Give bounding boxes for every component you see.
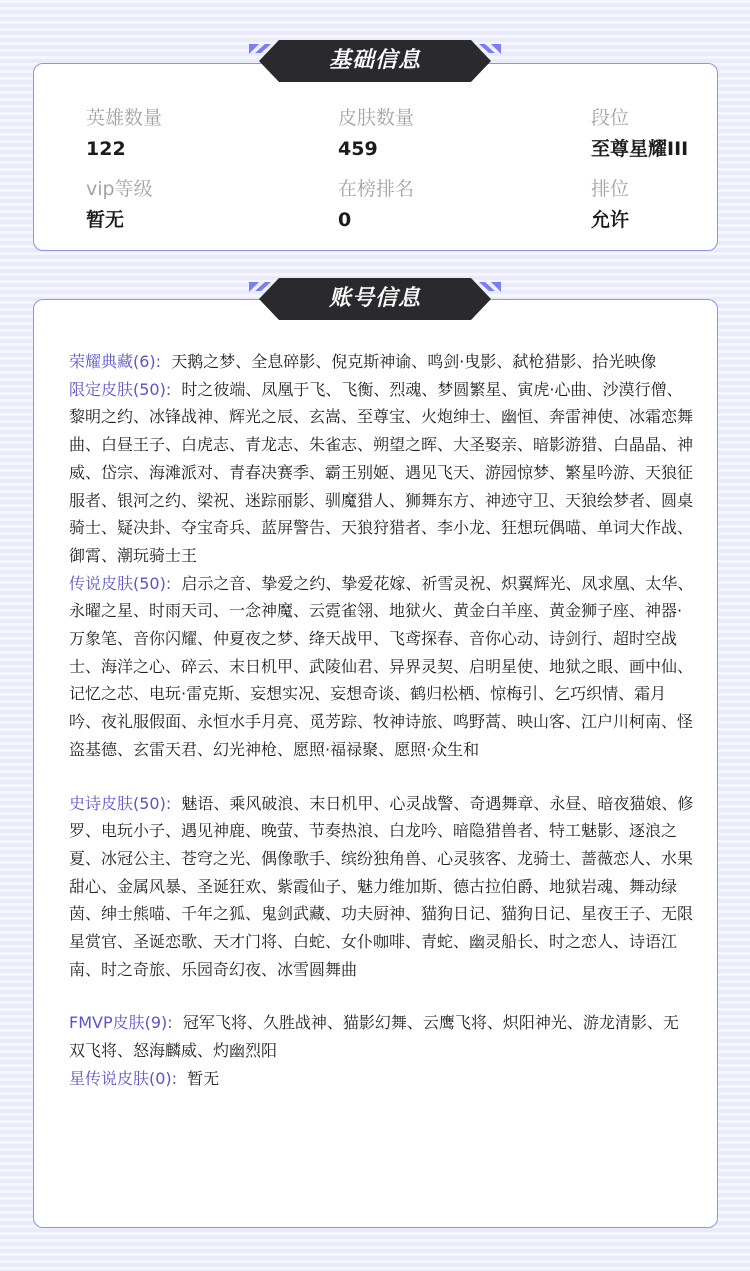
skin-list [69,348,694,1093]
skin-names: 时之彼端、凤凰于飞、飞衡、烈魂、梦圆繁星、寅虎·心曲、沙漠行僧、黎明之约、冰锋战神、辉光之辰、玄嵩、至尊宝、火炮绅士、幽恒、奔雷神使、冰霜恋舞曲、白昼王子、白虎志、青龙志、朱雀志、朔望之晖、大圣娶亲、暗影游猎、白晶晶、神威、岱宗、海滩派对、青春决赛季、霸王别姬、遇见飞天、游园惊梦、繁星吟游、天狼征服者、银河之约、梁祝、迷踪丽影、驯魔猎人、狮舞东方、神迹守卫、天狼绘梦者、圆桌骑士、疑决卦、夺宝奇兵、蓝屏警告、天狼狩猎者、李小龙、狂想玩偶喵、单词大作战、御霄、潮玩骑士王 [69,379,694,565]
stat-label: 皮肤数量 [338,107,415,129]
stat-label: vip等级 [86,178,153,200]
skin-category-label: 传说皮肤(50): [69,573,172,593]
stat-label: 在榜排名 [338,178,415,200]
stat-label: 段位 [591,107,630,129]
skin-row-collection [69,348,694,376]
skin-row-star-legend [69,1065,694,1093]
stat-rank-tier [591,106,688,161]
skin-row-limited [69,376,694,570]
stat-value: 至尊星耀III [591,138,689,160]
stat-label: 英雄数量 [86,107,163,129]
stat-value: 暂无 [86,209,125,231]
section-title: 账号信息 [328,286,421,311]
account-info-card [33,299,718,1228]
skin-row-fmvp [69,1009,694,1064]
stat-label: 排位 [591,178,630,200]
skin-category-label: 限定皮肤(50): [69,379,172,399]
stat-value: 122 [86,138,126,160]
stat-skin-count [338,106,414,161]
section-title: 基础信息 [328,48,421,73]
stat-value: 459 [338,138,378,160]
skin-row-epic [69,790,694,984]
skin-names: 冠军飞将、久胜战神、猫影幻舞、云鹰飞将、炽阳神光、游龙清影、无双飞将、怒海麟威、灼幽烈阳 [69,1013,679,1061]
skin-names: 魅语、乘风破浪、末日机甲、心灵战警、奇遇舞章、永昼、暗夜猫娘、修罗、电玩小子、遇见神鹿、晚萤、节奏热浪、白龙吟、暗隐猎兽者、特工魅影、逐浪之夏、冰冠公主、苍穹之光、偶像歌手、缤纷独角兽、心灵骇客、龙骑士、蔷薇恋人、水果甜心、金属风暴、圣诞狂欢、紫霞仙子、魅力维加斯、德古拉伯爵、地狱岩魂、舞动绿茵、绅士熊喵、千年之狐、鬼剑武藏、功夫厨神、猫狗日记、猫狗日记、星夜王子、无限星赏官、圣诞恋歌、天才门将、白蛇、女仆咖啡、青蛇、幽灵船长、时之恋人、诗语江南、时之奇旅、乐园奇幻夜、冰雪圆舞曲 [69,793,694,979]
skin-names: 天鹅之梦、全息碎影、倪克斯神谕、鸣剑·曳影、弑枪猎影、拾光映像 [171,352,657,371]
skin-names: 暂无 [187,1068,220,1088]
account-info-header [245,276,505,322]
skin-category-label: 史诗皮肤(50): [69,793,172,813]
skin-row-legendary [69,570,694,764]
skin-category-label: 荣耀典藏(6): [69,352,162,371]
basic-info-header [245,38,505,84]
stat-vip-level [86,177,153,232]
row-spacer [69,983,694,1009]
stat-leaderboard-rank [338,177,414,232]
stat-value: 允许 [591,209,630,231]
skin-category-label: FMVP皮肤(9): [69,1013,173,1033]
stat-ranked-mode [591,177,629,232]
stat-value: 0 [338,209,352,231]
basic-info-card [33,63,718,251]
skin-category-label: 星传说皮肤(0): [69,1068,178,1088]
stat-hero-count [86,106,162,161]
skin-names: 启示之音、挚爱之约、挚爱花嫁、祈雪灵祝、炽翼辉光、凤求凰、太华、永曜之星、时雨天司、一念神魔、云霓雀翎、地狱火、黄金白羊座、黄金狮子座、神器·万象笔、音你闪耀、仲夏夜之梦、绛天战甲、飞鸢探春、音你心动、诗剑行、超时空战士、海洋之心、碎云、末日机甲、武陵仙君、异界灵契、启明星使、地狱之眼、画中仙、记忆之芯、电玩·雷克斯、妄想实况、妄想奇谈、鹤归松栖、惊梅引、乞巧织情、霜月吟、夜礼服假面、永恒水手月亮、觅芳踪、牧神诗旅、鸣野蒿、映山客、江户川柯南、怪盗基德、玄雷天君、幻光神枪、愿照·福禄聚、愿照·众生和 [69,573,694,759]
row-spacer [69,764,694,790]
